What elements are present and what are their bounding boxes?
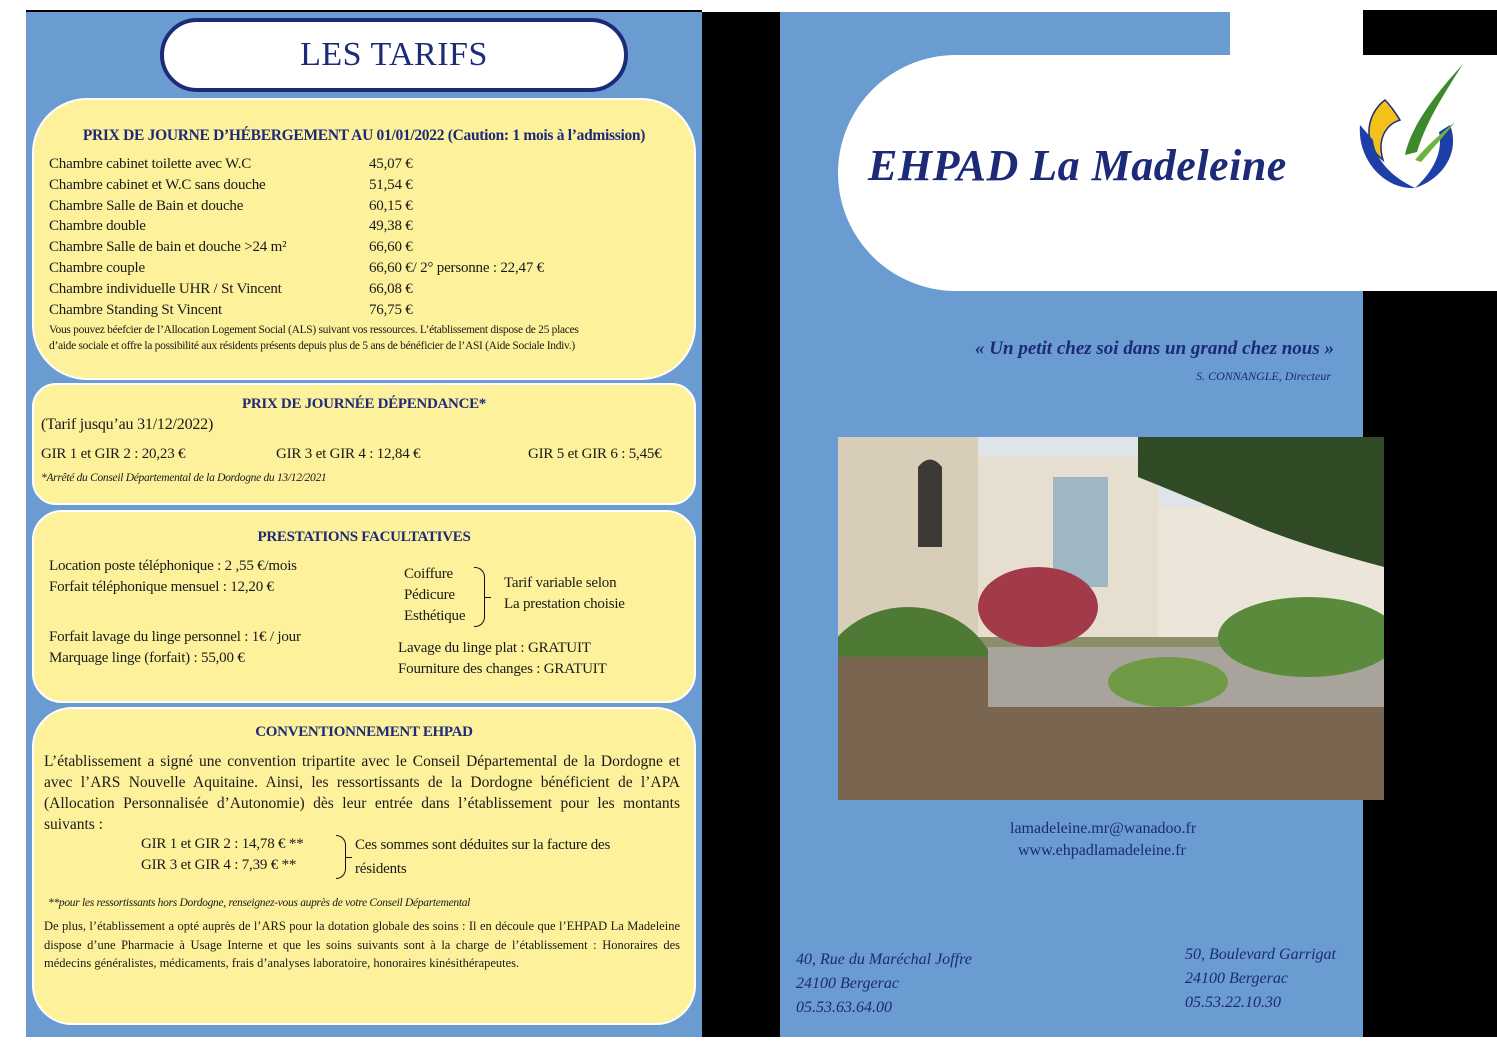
photo-church-window xyxy=(918,460,942,548)
hebergement-row-price: 49,38 € xyxy=(369,218,413,235)
convention-box xyxy=(32,707,696,1025)
hebergement-note-1: Vous pouvez béefcier de l’Allocation Logement Social (ALS) suivant vos ressources. L’établissement dispose de 25 places xyxy=(49,324,579,336)
dependance-subtitle: (Tarif jusqu’au 31/12/2022) xyxy=(41,416,214,433)
hebergement-row-label: Chambre cabinet et W.C sans douche xyxy=(49,176,266,193)
hebergement-row-label: Chambre cabinet toilette avec W.C xyxy=(49,156,252,172)
hero-top-notch xyxy=(1230,10,1363,60)
address-1-street: 40, Rue du Maréchal Joffre xyxy=(796,951,972,968)
center-gutter xyxy=(702,12,780,1037)
phone-flat: Forfait téléphonique mensuel : 12,20 € xyxy=(49,579,274,595)
dependance-footnote: *Arrêté du Conseil Départemental de la Dordogne du 13/12/2021 xyxy=(41,472,327,484)
address-2-city: 24100 Bergerac xyxy=(1185,970,1288,987)
changes-supply: Fourniture des changes : GRATUIT xyxy=(398,661,607,677)
email-link[interactable]: lamadeleine.mr@wanadoo.fr xyxy=(1010,820,1197,837)
service-esthetique: Esthétique xyxy=(404,608,466,624)
hebergement-row-label: Chambre couple xyxy=(49,260,145,276)
hebergement-row-price: 66,60 € xyxy=(369,239,413,256)
hebergement-row-label: Chambre Salle de Bain et douche xyxy=(49,197,244,214)
convention-gir-34: GIR 3 et GIR 4 : 7,39 € ** xyxy=(141,857,297,873)
hebergement-row-price: 76,75 € xyxy=(369,301,413,318)
website-link[interactable]: www.ehpadlamadeleine.fr xyxy=(1018,842,1186,859)
laundry-flat: Forfait lavage du linge personnel : 1€ / jour xyxy=(49,629,301,645)
convention-paragraph-2: De plus, l’établissement a opté auprès de l’ARS pour la dotation globale des soins : Il en découle que l’EHPAD La Madeleine dispose d’une Pharmacie à Usage Interne et que les soins suivants sont à la charge de l’établissement : Honoraires des médecins généralistes, médicaments, frais d’analyses laboratoire, honoraires kinésithérapeutes. xyxy=(44,919,680,970)
variable-price-2: La prestation choisie xyxy=(504,596,625,612)
dependance-gir-12: GIR 1 et GIR 2 : 20,23 € xyxy=(41,446,186,462)
address-block-2 xyxy=(1185,943,1336,1015)
address-2-street: 50, Boulevard Garrigat xyxy=(1185,946,1336,963)
top-right-strip xyxy=(1363,10,1497,58)
service-pedicure: Pédicure xyxy=(404,587,455,603)
photo-flowers xyxy=(978,567,1098,647)
address-1-city: 24100 Bergerac xyxy=(796,975,899,992)
dependance-gir-56: GIR 5 et GIR 6 : 5,45€ xyxy=(528,446,662,462)
motto-signature: S. CONNANGLE, Directeur xyxy=(1196,369,1331,383)
prestations-box xyxy=(32,510,696,703)
convention-footnote: **pour les ressortissants hors Dordogne, renseignez-vous auprès de votre Conseil Départemental xyxy=(48,897,471,909)
hebergement-row-label: Chambre Standing St Vincent xyxy=(49,301,222,318)
services-brace xyxy=(474,567,485,627)
flame-logo-icon xyxy=(1355,60,1470,200)
hebergement-row-price: 66,08 € xyxy=(369,280,413,297)
convention-brace xyxy=(336,835,346,879)
variable-price-1: Tarif variable selon xyxy=(504,575,617,591)
address-1-phone: 05.53.63.64.00 xyxy=(796,999,892,1016)
hebergement-row-price: 60,15 € xyxy=(369,197,413,214)
hebergement-row-label: Chambre Salle de bain et douche >24 m² xyxy=(49,239,287,256)
address-2-phone: 05.53.22.10.30 xyxy=(1185,994,1281,1011)
logo-blue-swoosh xyxy=(1360,125,1415,188)
hebergement-note-2: d’aide sociale et offre la possibilité aux résidents présents depuis plus de 5 ans de bénéficier de l’ASI (Aide Sociale Indiv.) xyxy=(49,340,575,352)
courtyard-photo xyxy=(838,437,1384,800)
convention-title: CONVENTIONNEMENT EHPAD xyxy=(255,724,473,740)
hebergement-row-price: 51,54 € xyxy=(369,176,413,193)
convention-paragraph: L’établissement a signé une convention tripartite avec le Conseil Départemental de la Dordogne et avec l’ARS Nouvelle Aquitaine. Ainsi, les ressortissants de la Dordogne bénéficient de l’APA (Allocation Personnalisée d’Autonomie) dès leur entrée dans l’établissement pour les montants suivants : xyxy=(44,753,680,833)
hebergement-row-label: Chambre double xyxy=(49,218,146,235)
hebergement-row-price: 66,60 €/ 2° personne : 22,47 € xyxy=(369,260,544,276)
phone-rental: Location poste téléphonique : 2 ,55 €/mois xyxy=(49,558,297,574)
convention-gir-12: GIR 1 et GIR 2 : 14,78 € ** xyxy=(141,836,304,852)
dependance-box xyxy=(32,383,696,505)
hebergement-row-price: 45,07 € xyxy=(369,156,413,172)
prestations-title: PRESTATIONS FACULTATIVES xyxy=(257,529,471,545)
brand-title: EHPAD La Madeleine xyxy=(868,141,1287,190)
flat-linen: Lavage du linge plat : GRATUIT xyxy=(398,640,591,656)
dependance-title: PRIX DE JOURNÉE DÉPENDANCE* xyxy=(242,396,486,412)
motto-quote: « Un petit chez soi dans un grand chez nous » xyxy=(975,338,1334,359)
deducted-1: Ces sommes sont déduites sur la facture des xyxy=(355,837,611,853)
address-block-1 xyxy=(796,948,972,1020)
hebergement-row-label: Chambre individuelle UHR / St Vincent xyxy=(49,280,282,297)
hebergement-title: PRIX DE JOURNE D’HÉBERGEMENT AU 01/01/2022 (Caution: 1 mois à l’admission) xyxy=(82,127,646,144)
photo-shrub-center xyxy=(1108,657,1228,707)
page-title: LES TARIFS xyxy=(160,18,628,92)
marking-flat: Marquage linge (forfait) : 55,00 € xyxy=(49,650,245,666)
deducted-2: résidents xyxy=(355,861,407,877)
dependance-gir-34: GIR 3 et GIR 4 : 12,84 € xyxy=(276,446,421,462)
service-coiffure: Coiffure xyxy=(404,566,453,582)
hebergement-box xyxy=(32,98,696,380)
